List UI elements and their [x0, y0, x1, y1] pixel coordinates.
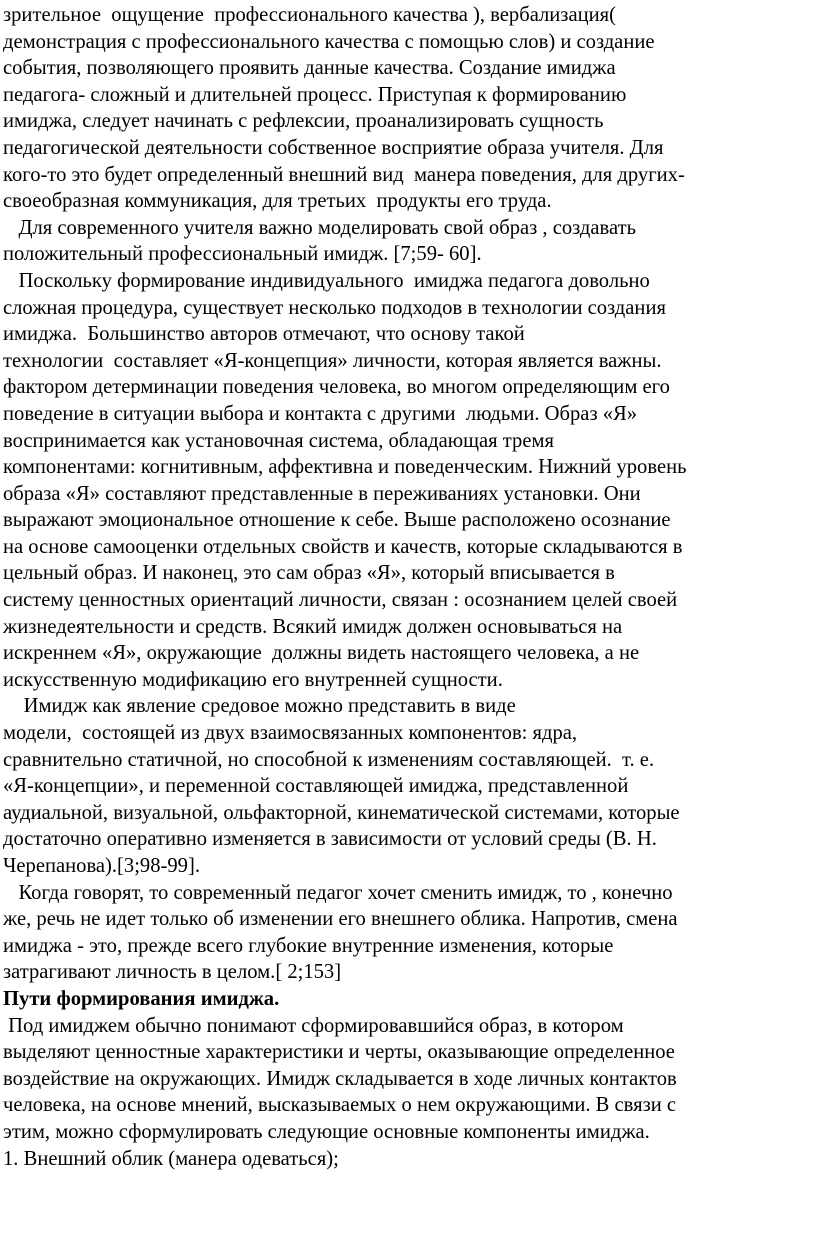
text-line: выделяют ценностные характеристики и черты, оказывающие определенное — [3, 1041, 675, 1064]
text-line: жизнедеятельности и средств. Всякий имидж должен основываться на — [3, 615, 623, 638]
text-line: затрагивают личность в целом.[ 2;153] — [3, 961, 342, 984]
text-line: Под имиджем обычно понимают сформировавшийся образ, в котором — [3, 1014, 624, 1037]
text-line: положительный профессиональный имидж. [7;59- 60]. — [3, 243, 482, 266]
text-line: воспринимается как установочная система, обладающая тремя — [3, 429, 554, 452]
text-line: человека, на основе мнений, высказываемых о нем окружающими. В связи с — [3, 1094, 677, 1117]
text-line: зрительное ощущение профессионального качества ), вербализация( — [3, 4, 616, 26]
text-line: Для современного учителя важно моделировать свой образ , создавать — [3, 216, 636, 239]
text-line: на основе самооценки отдельных свойств и качеств, которые складываются в — [3, 535, 683, 558]
text-line: сложная процедура, существует несколько подходов в технологии создания — [3, 296, 666, 319]
text-line: «Я-концепции», и переменной составляющей имиджа, представленной — [3, 775, 629, 798]
text-line: педагога- сложный и длительней процесс. Приступая к формированию — [3, 83, 627, 106]
text-line: демонстрация с профессионального качества с помощью слов) и создание — [3, 30, 655, 53]
text-line: Поскольку формирование индивидуального имиджа педагога довольно — [3, 269, 650, 292]
text-line: же, речь не идет только об изменении его внешнего облика. Напротив, смена — [3, 908, 678, 931]
text-line: цельный образ. И наконец, это сам образ «Я», который вписывается в — [3, 562, 615, 585]
text-line: Когда говорят, то современный педагог хочет сменить имидж, то , конечно — [3, 881, 673, 904]
text-line: систему ценностных ориентаций личности, связан : осознанием целей своей — [3, 589, 678, 612]
text-line: поведение в ситуации выбора и контакта с другими людьми. Образ «Я» — [3, 402, 638, 425]
text-line: фактором детерминации поведения человека, во многом определяющим его — [3, 376, 670, 399]
text-line: сравнительно статичной, но способной к изменениям составляющей. т. е. — [3, 748, 655, 771]
text-line: искусственную модификацию его внутренней сущности. — [3, 668, 503, 691]
text-line: компонентами: когнитивным, аффективна и поведенческим. Нижний уровень — [3, 456, 687, 479]
text-line: педагогической деятельности собственное восприятие образа учителя. Для — [3, 136, 664, 159]
text-line: имиджа - это, прежде всего глубокие внутренние изменения, которые — [3, 934, 614, 957]
text-line: образа «Я» составляют представленные в переживаниях установки. Они — [3, 482, 641, 505]
text-line: Имидж как явление средовое можно представить в виде — [3, 695, 516, 718]
text-line: модели, состоящей из двух взаимосвязанных компонентов: ядра, — [3, 722, 578, 745]
text-line: Черепанова).[3;98-99]. — [3, 855, 200, 877]
list-item: 1. Внешний облик (манера одеваться); — [3, 1147, 339, 1170]
text-line: имиджа. Большинство авторов отмечают, что основу такой — [3, 323, 525, 346]
text-line: события, позволяющего проявить данные качества. Создание имиджа — [3, 57, 616, 80]
section-heading: Пути формирования имиджа. — [3, 987, 280, 1010]
text-line: аудиальной, визуальной, ольфакторной, кинематической системами, которые — [3, 801, 680, 824]
text-line: своеобразная коммуникация, для третьих продукты его труда. — [3, 190, 552, 213]
text-line: достаточно оперативно изменяется в зависимости от условий среды (В. Н. — [3, 828, 657, 851]
text-line: искреннем «Я», окружающие должны видеть настоящего человека, а не — [3, 642, 640, 665]
text-line: выражают эмоциональное отношение к себе. Выше расположено осознание — [3, 509, 671, 532]
text-line: этим, можно сформулировать следующие основные компоненты имиджа. — [3, 1120, 650, 1143]
text-line: технологии составляет «Я-концепция» личности, которая является важны. — [3, 349, 662, 372]
text-line: имиджа, следует начинать с рефлексии, проанализировать сущность — [3, 110, 604, 133]
text-line: воздействие на окружающих. Имидж складывается в ходе личных контактов — [3, 1067, 677, 1090]
text-line: кого-то это будет определенный внешний вид манера поведения, для других- — [3, 163, 685, 186]
